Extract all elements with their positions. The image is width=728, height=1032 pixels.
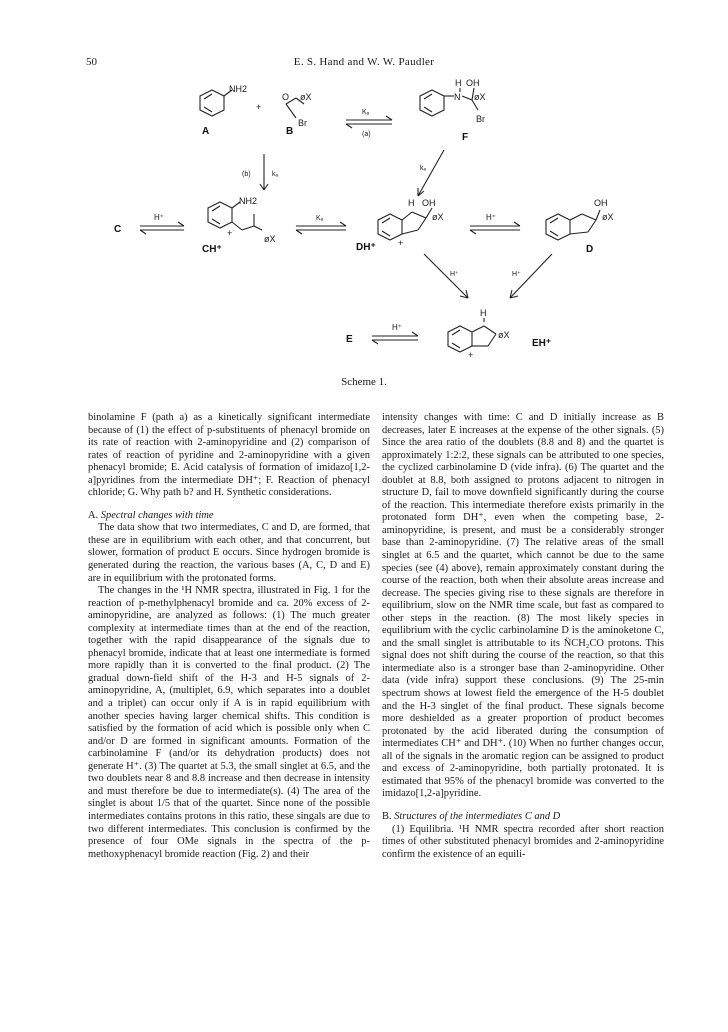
arrow-label-a: (a) [362, 131, 371, 138]
running-header-authors: E. S. Hand and W. W. Paudler [293, 56, 435, 68]
structure-CH [208, 202, 262, 230]
scheme-group-h: H [455, 78, 462, 88]
arrow-label-hplus-d: H⁺ [486, 213, 496, 222]
arrow-label-ka: Kₐ [362, 109, 370, 116]
arrow-A-CH [260, 154, 268, 190]
scheme-group-br: Br [298, 118, 307, 128]
compound-label-E: E [346, 334, 353, 345]
arrow-label-b: (b) [242, 171, 251, 178]
scheme-group-br-f: Br [476, 114, 485, 124]
section-a-heading [88, 510, 370, 523]
section-b-number: B. [382, 810, 392, 822]
compound-label-B: B [286, 126, 294, 137]
scheme-group-nh2-c: NH2 [239, 196, 258, 206]
scheme-group-oh-dh: OH [422, 198, 436, 208]
compound-label-C: C [114, 224, 122, 235]
arrow-label-hplus-c: H⁺ [154, 213, 164, 222]
arrow-DH-D [470, 222, 520, 234]
scheme-group-oh-d: OH [594, 198, 608, 208]
left-para-intro: binolamine F (path a) as a kinetically significant intermediate because of (1) the effect of p-substituents of phenacyl bromide on its rate of reaction with 2-aminopyridine and (2) comparison of rates of reaction of pyridine and 2-aminopyridine with a given phenacyl bromide; E. Acid catalysis of formation of imidazo[1,2-a]pyridines from the intermediate DH⁺; F. Reaction of phenacyl chloride; G. Why path b? and H. Synthetic considerations. [88, 412, 370, 499]
compound-label-D: D [586, 244, 594, 255]
scheme-group-plus-c: + [227, 228, 233, 238]
arrow-label-hplus-e: H⁺ [392, 323, 402, 332]
section-b-title: Structures of the intermediates C and D [394, 810, 561, 822]
arrow-DH-EH [424, 254, 468, 298]
scheme-plus-sign: + [256, 102, 262, 112]
compound-label-CH: CH⁺ [202, 244, 222, 255]
section-b-heading [382, 811, 664, 824]
arrow-label-hplus-dh: H⁺ [450, 271, 459, 278]
arrow-label-kf: kₐ [420, 165, 427, 172]
arrow-label-kb: kₐ [272, 171, 279, 178]
left-column [88, 412, 370, 861]
scheme-group-x: øX [300, 92, 312, 102]
right-column [382, 412, 664, 861]
scheme-group-nh2: NH2 [229, 84, 248, 94]
arrow-F-DH [418, 150, 444, 196]
scheme-group-x-dh: øX [432, 212, 444, 222]
scheme-group-o: O [282, 92, 290, 102]
left-para-3: The changes in the ¹H NMR spectra, illustrated in Fig. 1 for the reaction of p-methylphenacyl bromide and ca. 20% excess of 2-aminopyridine, are analyzed as follows: (1) The much greater complexity at intermediate times than at the end of the reaction, together with the rapid disappearance of the signals due to phenacyl bromide, indicate that at least one intermediate is formed more rapidly than it is converted to the final product. (2) The gradual down-field shift of the H-3 and H-5 signals of 2-aminopyridine, A, (multiplet, 6.9, which separates into a doublet and a triplet) can occur only if A is in rapid equilibrium with another species having larger chemical shifts. This condition is satisfied by the formation of acid which is possible only when C and/or D are formed in significant amounts. Formation of the carbinolamine F (and/or its dehydration products) does not generate H⁺. (3) The quartet at 5.3, the small singlet at 6.5, and the two doublets near 8 and 8.8 increase and then decrease in intensity and must therefore be due to intermediate(s). (4) The area of the singlet is about 1/5 that of the quartet. Since none of the possible intermediates contains protons in this ratio, these singals are due to two different intermediates. This conclusion is confirmed by the presence of four OMe signals in the spectra of the p-methoxyphenacyl bromide reaction (Fig. 2) and their [88, 585, 370, 860]
structure-F [420, 88, 478, 116]
compound-label-F: F [462, 132, 469, 143]
scheme-group-plus-eh: + [468, 350, 474, 360]
left-para-2: The data show that two intermediates, C and D, are formed, that these are in equilibrium with each other, and that concurrent, but slower, formation of product E occurs. Since hydrogen bromide is generated during the reaction, the various bases (A, C, D and E) are in equilibrium with the protonated forms. [88, 522, 370, 584]
structure-D [546, 210, 600, 240]
compound-label-A: A [202, 126, 210, 137]
reaction-scheme [0, 70, 728, 370]
structure-EH [448, 318, 496, 352]
arrow-CH-DH [296, 222, 346, 234]
section-a-title: Spectral changes with time [100, 509, 214, 521]
section-a-number: A. [88, 509, 99, 521]
scheme-group-h-eh: H [480, 308, 487, 318]
page-number: 50 [86, 56, 97, 68]
scheme-group-plus-dh: + [398, 238, 404, 248]
scheme-group-x-d: øX [602, 212, 614, 222]
right-para-2: (1) Equilibria. ¹H NMR spectra recorded after short reaction times of other substituted phenacyl bromides and 2-aminopyridine confirm the existence of an equili- [382, 823, 664, 860]
arrow-E-EH [372, 332, 418, 344]
scheme-group-n: N [454, 92, 461, 102]
compound-label-EH: EH⁺ [532, 338, 552, 349]
arrow-label-kc: Kₐ [316, 215, 324, 222]
scheme-group-x-f: øX [474, 92, 486, 102]
scheme-group-h-dh: H [408, 198, 415, 208]
scheme-caption: Scheme 1. [341, 376, 387, 388]
scheme-group-oh: OH [466, 78, 480, 88]
arrow-C-CH [140, 222, 184, 234]
arrow-label-hplus-deh: H⁺ [512, 271, 521, 278]
right-para-1: intensity changes with time: C and D initially increase as B decreases, later E increases at the expense of the other signals. (5) Since the area ratio of the doublets (8.8 and 8) and the quartet is approximately 1:2:2, these signals can be attributed to one species, the cyclized carbinolamine D (vide infra). (6) The quartet and the doublet at 8.8, both assigned to protons adjacent to nitrogen in structure D, fail to move downfield significantly during the course of the reaction. This intermediate therefore exists primarily in the protonated form DH⁺, even when the competing base, 2-aminopyridine, is present, and must be a considerably stronger base than 2-aminopyridine. (7) The relative areas of the small singlet at 6.5 and the quartet, which cannot be due to the same species (see (4) above), remain approximately constant during the course of the reaction, both when their absolute areas increase and decrease. The species giving rise to these signals are therefore in equilibrium, slow on the NMR time scale, but fast as compared to other steps in the reaction. (8) The most likely species in equilibrium with the cyclic carbinolamine D is the aminoketone C, and the small singlet is attributable to its N̈CH₂CO protons. This signal does not shift during the course of the reaction, so that this intermediate also is a stronger base than 2-aminopyridine. Other data (vide infra) support these conclusions. (9) The 25-min spectrum shows at lowest field the emergence of the H-5 doublet and the H-3 singlet of the final product. These signals become more deshielded as a greater proportion of product becomes protonated by the acid liberated during the consumption of intermediates CH⁺ and DH⁺. (10) When no further changes occur, all of the signals in the aromatic region can be assigned to product and excess of 2-aminopyridine, both partially protonated. It is estimated that 95% of the phenacyl bromide was converted to the imidazo[1,2-a]pyridine. [382, 412, 664, 800]
scheme-group-x-eh: øX [498, 330, 510, 340]
structure-A [200, 90, 232, 116]
compound-label-DH: DH⁺ [356, 242, 376, 253]
scheme-group-x-c: øX [264, 234, 276, 244]
arrow-A-F [346, 116, 392, 128]
structure-DH [378, 208, 432, 240]
